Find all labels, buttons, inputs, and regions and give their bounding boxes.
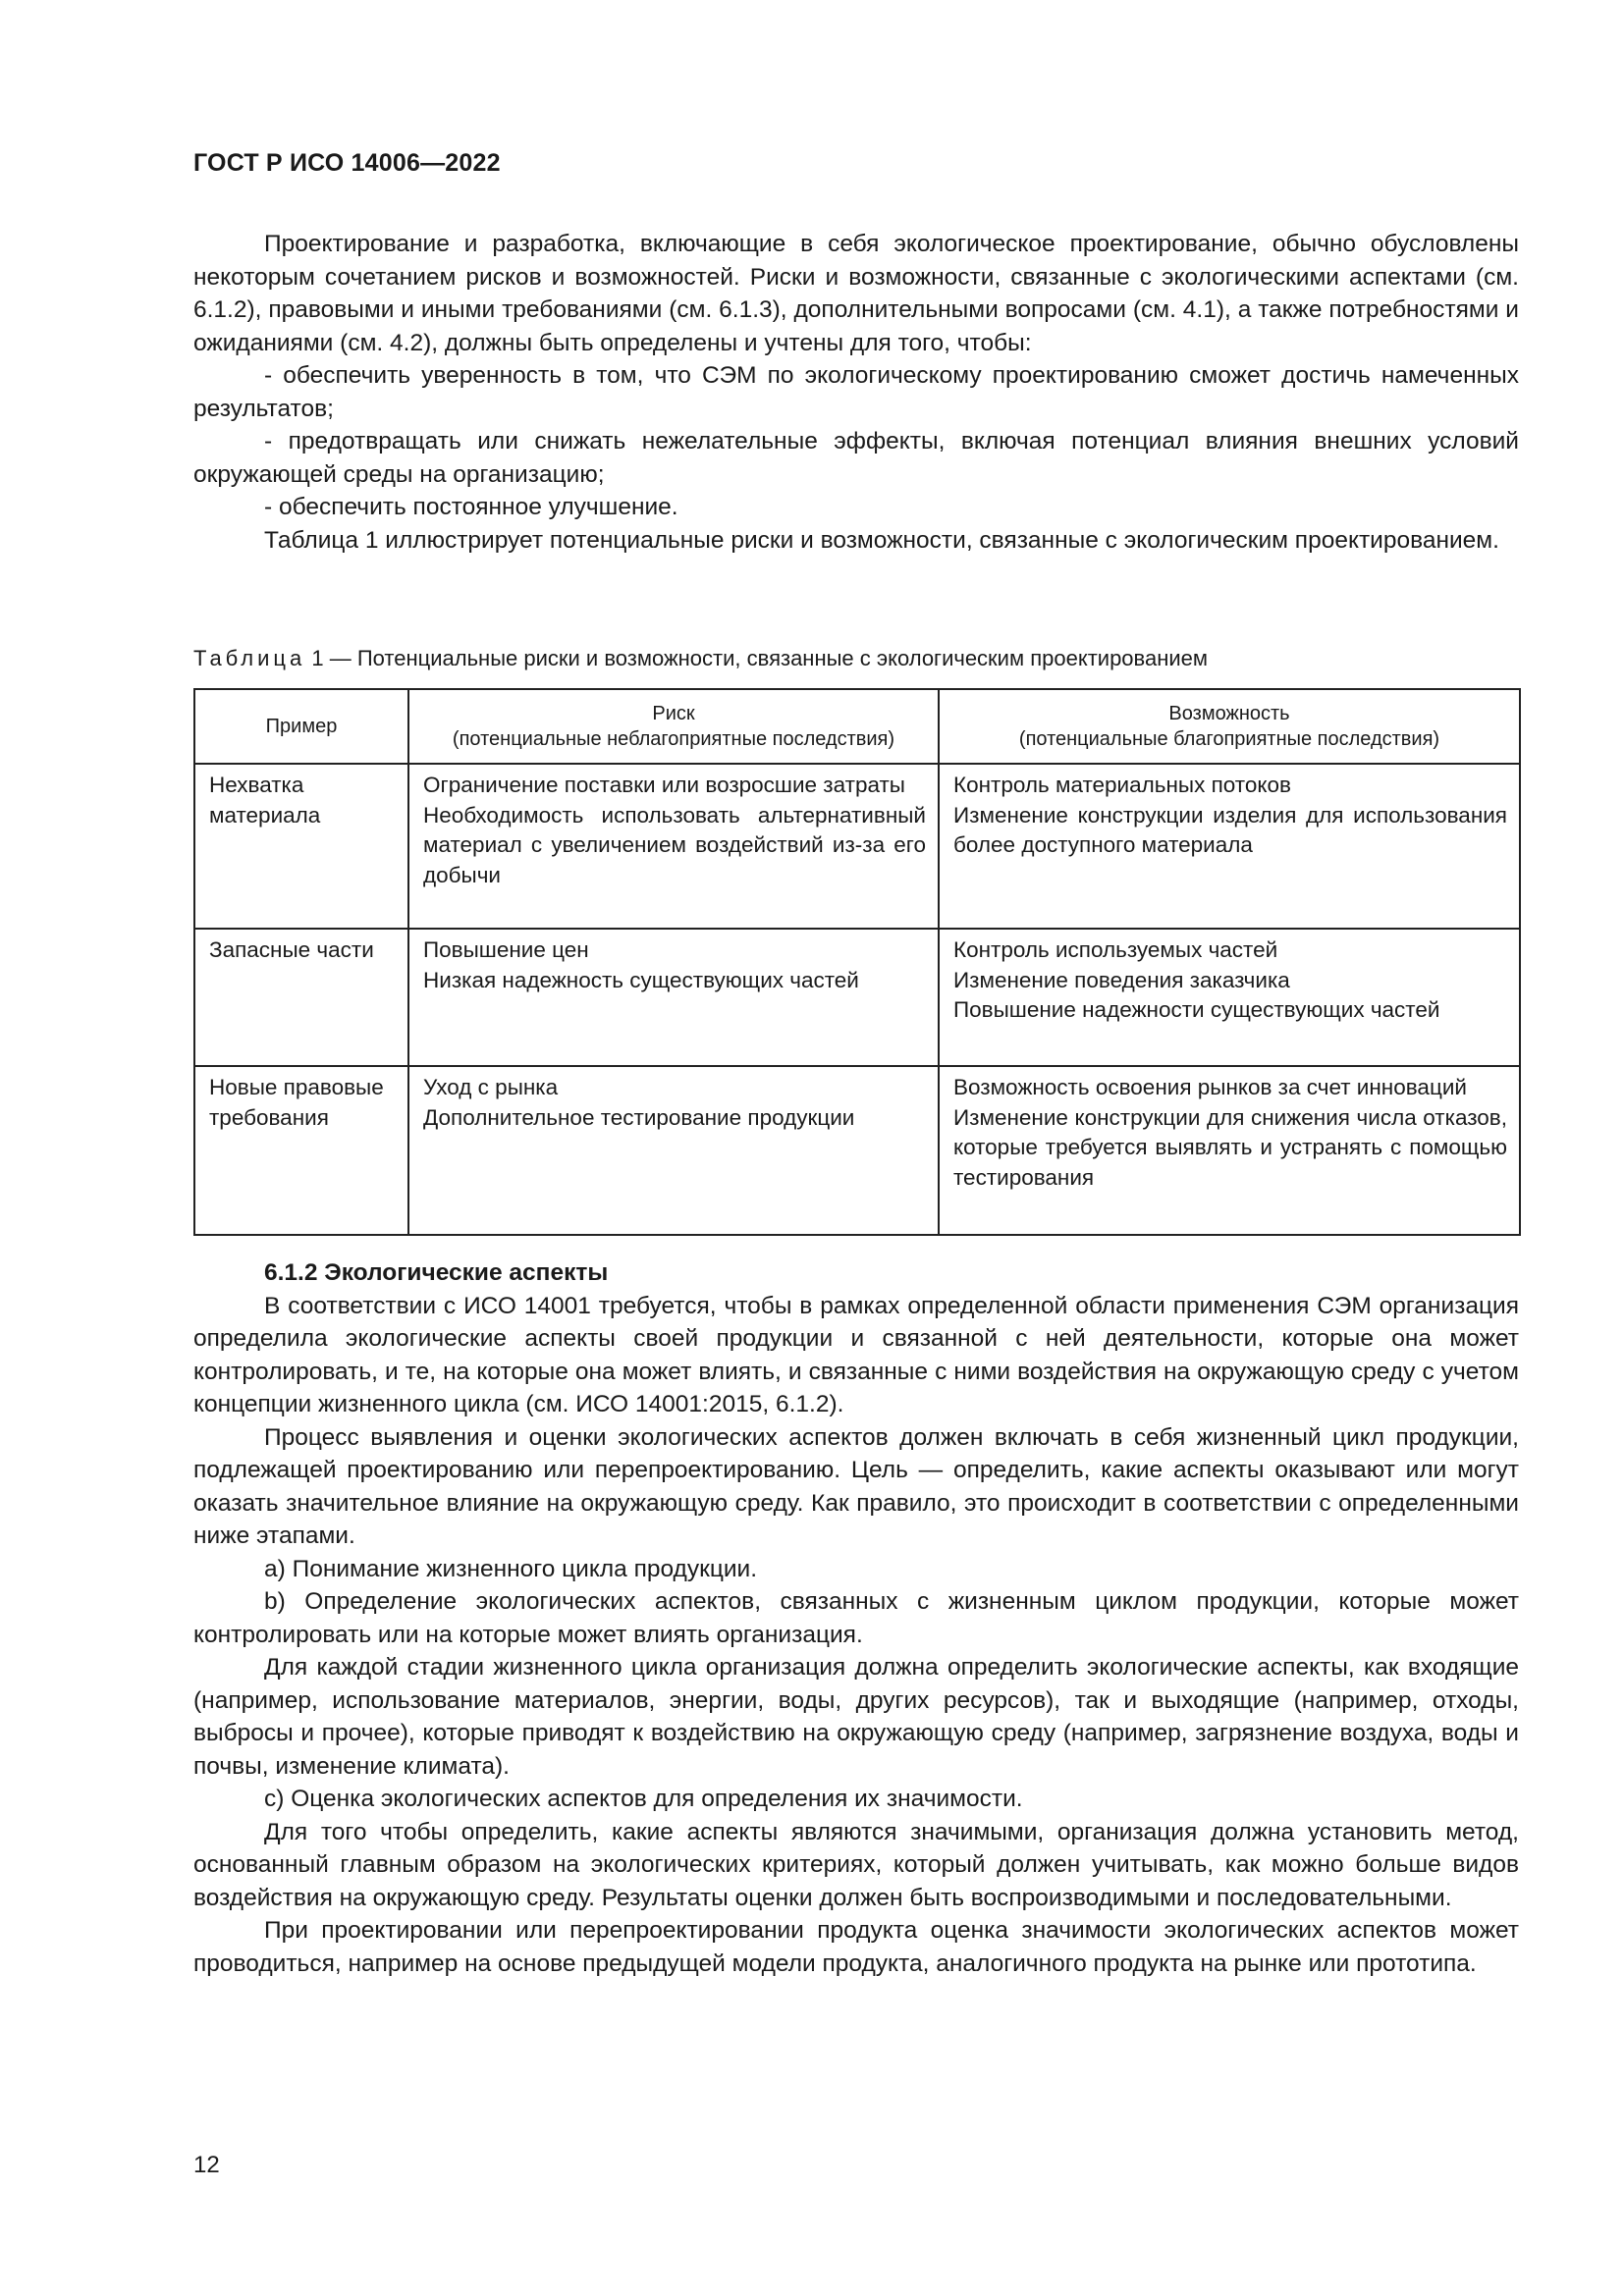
cell-example: Нехватка материала: [194, 764, 408, 929]
paragraph: Таблица 1 иллюстрирует потенциальные риски и возможности, связанные с экологическим проектированием.: [264, 526, 1499, 554]
opportunity-item: Изменение конструкции изделия для использования более доступного материала: [953, 802, 1507, 857]
list-item: - обеспечить уверенность в том, что СЭМ по экологическому проектированию сможет достичь намеченных результатов;: [193, 362, 1519, 422]
opportunity-item: Изменение конструкции для снижения числа отказов, которые требуется выявлять и устранять с помощью тестирования: [953, 1104, 1507, 1190]
opportunity-item: Возможность освоения рынков за счет инноваций: [953, 1075, 1467, 1099]
risk-item: Низкая надежность существующих частей: [423, 967, 859, 992]
header-risk-subtitle: (потенциальные неблагоприятные последствия): [452, 728, 895, 750]
page-number: 12: [193, 2152, 220, 2178]
header-opportunity-title: Возможность: [1168, 703, 1290, 724]
table-header-row: [194, 689, 1520, 764]
paragraph: В соответствии с ИСО 14001 требуется, чтобы в рамках определенной области применения СЭМ организация определила экологические аспекты своей продукции и связанной с ней деятельности, которые она может контролировать, и те, на которые она может влиять, и связанные с ними воздействия на окружающую среду с учетом концепции жизненного цикла (см. ИСО 14001:2015, 6.1.2).: [193, 1292, 1519, 1417]
paragraph: Процесс выявления и оценки экологических аспектов должен включать в себя жизненный цикл продукции, подлежащей проектированию или перепроектированию. Цель — определить, какие аспекты оказывают или могут оказать значительное влияние на окружающую среду. Как правило, это происходит в соответствии с определенными ниже этапами.: [193, 1423, 1519, 1549]
header-opportunity: [939, 689, 1520, 764]
paragraph: Проектирование и разработка, включающие в себя экологическое проектирование, обычно обусловлены некоторым сочетанием рисков и возможностей. Риски и возможности, связанные с экологическими аспектами (см. 6.1.2), правовыми и иными требованиями (см. 6.1.3), дополнительными вопросами (см. 4.1), а также потребностями и ожиданиями (см. 4.2), должны быть определены и учтены для того, чтобы:: [193, 231, 1519, 356]
document-code-header: ГОСТ Р ИСО 14006—2022: [193, 149, 501, 177]
cell-risk: [408, 764, 939, 929]
list-item: c) Оценка экологических аспектов для определения их значимости.: [264, 1786, 1023, 1812]
paragraph: Для того чтобы определить, какие аспекты являются значимыми, организация должна установить метод, основанный главным образом на экологических критериях, который должен учитывать, как можно больше видов воздействия на окружающую среду. Результаты оценки должен быть воспроизводимыми и последовательными.: [193, 1818, 1519, 1911]
risk-item: Необходимость использовать альтернативный материал с увеличением воздействий из-за его добычи: [423, 802, 926, 887]
header-risk-title: Риск: [652, 703, 695, 724]
paragraph: Для каждой стадии жизненного цикла организация должна определить экологические аспекты, как входящие (например, использование материалов, энергии, воды, других ресурсов), так и выходящие (например, отходы, выбросы и прочее), которые приводят к воздействию на окружающую среду (например, загрязнение воздуха, воды и почвы, изменение климата).: [193, 1654, 1519, 1780]
paragraph: При проектировании или перепроектировании продукта оценка значимости экологических аспектов может проводиться, например на основе предыдущей модели продукта, аналогичного продукта на рынке или прототипа.: [193, 1917, 1519, 1977]
cell-opportunity: [939, 764, 1520, 929]
header-example: [194, 689, 408, 764]
list-item: - обеспечить постоянное улучшение.: [264, 494, 678, 520]
risk-item: Повышение цен: [423, 937, 589, 962]
table-caption: [193, 644, 1208, 673]
cell-risk: [408, 1066, 939, 1235]
list-item: - предотвращать или снижать нежелательные эффекты, включая потенциал влияния внешних условий окружающей среды на организацию;: [193, 428, 1519, 488]
risk-item: Дополнительное тестирование продукции: [423, 1104, 855, 1130]
list-item: b) Определение экологических аспектов, связанных с жизненным циклом продукции, которые может контролировать или на которые может влиять организация.: [193, 1588, 1519, 1648]
section-6-1-2: [193, 1256, 1519, 1980]
section-heading: 6.1.2 Экологические аспекты: [264, 1259, 609, 1286]
list-item: a) Понимание жизненного цикла продукции.: [264, 1555, 758, 1582]
cell-example: Запасные части: [194, 929, 408, 1066]
cell-opportunity: [939, 929, 1520, 1066]
opportunity-item: Повышение надежности существующих частей: [953, 997, 1440, 1022]
table-caption-text: 1 — Потенциальные риски и возможности, связанные с экологическим проектированием: [311, 646, 1209, 670]
opportunity-item: Изменение поведения заказчика: [953, 967, 1290, 992]
risk-item: Уход с рынка: [423, 1075, 559, 1099]
header-example-label: Пример: [265, 716, 338, 737]
cell-opportunity: [939, 1066, 1520, 1235]
opportunity-item: Контроль используемых частей: [953, 937, 1278, 962]
opportunity-item: Контроль материальных потоков: [953, 773, 1291, 797]
intro-text: [193, 228, 1519, 557]
table-row: [194, 764, 1520, 929]
cell-example: Новые правовые требования: [194, 1066, 408, 1235]
table-caption-label: Таблица: [193, 646, 306, 670]
table-row: [194, 1066, 1520, 1235]
table-row: [194, 929, 1520, 1066]
cell-risk: [408, 929, 939, 1066]
header-opportunity-subtitle: (потенциальные благоприятные последствия): [1018, 728, 1440, 750]
header-risk: [408, 689, 939, 764]
risk-opportunity-table: [193, 688, 1521, 1236]
risk-item: Ограничение поставки или возросшие затраты: [423, 773, 905, 797]
